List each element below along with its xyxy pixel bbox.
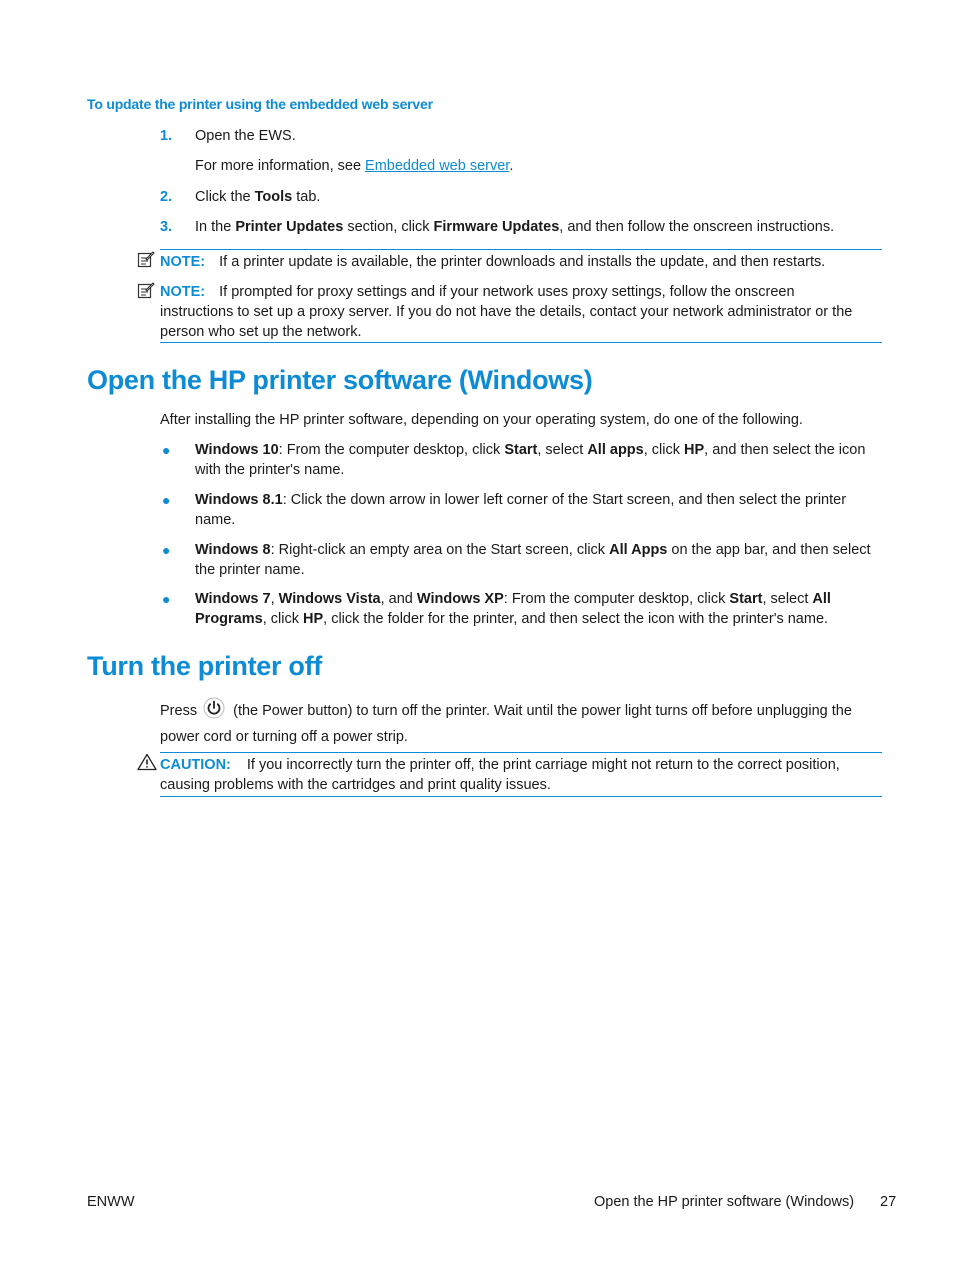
power-icon	[203, 697, 225, 725]
text-run: name.	[195, 512, 236, 528]
bold-term: All Apps	[609, 542, 668, 558]
bullet-item	[195, 589, 895, 629]
text-run: : From the computer desktop, click	[503, 591, 730, 607]
text-run: Press	[160, 703, 202, 719]
text-run: , click	[262, 611, 303, 627]
bold-term: Start	[504, 442, 538, 458]
text-run: , click	[643, 442, 685, 458]
bullet-icon: ●	[162, 591, 171, 607]
intro-paragraph: After installing the HP printer software, depending on your operating system, do one of the following.	[160, 412, 803, 428]
bold-term: Start	[729, 591, 763, 607]
caution-body: If you incorrectly turn the printer off, the print carriage might not return to the correct position,	[246, 757, 840, 773]
section-title-open-software: Open the HP printer software (Windows)	[87, 365, 593, 395]
text-run: on the app bar, and then select	[667, 542, 871, 558]
footer-chapter-title: Open the HP printer software (Windows)	[594, 1194, 855, 1210]
note-text	[160, 252, 825, 272]
step-number: 1.	[160, 128, 173, 144]
bullet-item	[195, 440, 895, 480]
text-run: : Click the down arrow in lower left corner of the Start screen, and then select the printer	[282, 492, 847, 508]
note-text	[160, 282, 900, 342]
text-run: , select	[537, 442, 588, 458]
text-run: : From the computer desktop, click	[278, 442, 505, 458]
text-run: tab.	[292, 189, 321, 205]
text-run: ,	[270, 591, 279, 607]
bullet-icon: ●	[162, 442, 171, 458]
text-run: , click the folder for the printer, and then select the icon with the printer's name.	[323, 611, 829, 627]
note-icon	[137, 250, 155, 268]
caution-text	[160, 755, 900, 795]
more-info-suffix: .	[509, 158, 514, 174]
section-title-turn-off: Turn the printer off	[87, 651, 322, 681]
text-run: power cord or turning off a power strip.	[160, 729, 408, 745]
text-run: In the	[195, 219, 236, 235]
bold-term: Windows 7	[195, 591, 271, 607]
text-run: Click the	[195, 189, 255, 205]
caution-body: causing problems with the cartridges and print quality issues.	[160, 777, 551, 793]
text-run: the printer name.	[195, 562, 305, 578]
text-run: with the printer's name.	[195, 462, 345, 478]
text-run: , and then select the icon	[704, 442, 866, 458]
bold-term: Printer Updates	[235, 219, 344, 235]
caution-label: CAUTION:	[160, 757, 231, 773]
page-number: 27	[880, 1194, 897, 1210]
bold-term: Tools	[254, 189, 293, 205]
note-label: NOTE:	[160, 284, 206, 300]
bold-term: All	[812, 591, 831, 607]
bold-term: HP	[302, 611, 324, 627]
text-run: (the Power button) to turn off the printer. Wait until the power light turns off before unplugging the	[229, 703, 852, 719]
embedded-web-server-link[interactable]: Embedded web server	[365, 158, 510, 174]
bold-term: Windows Vista	[278, 591, 381, 607]
step-text: Open the EWS.	[195, 128, 296, 144]
bold-term: Windows 8	[195, 542, 271, 558]
text-run: : Right-click an empty area on the Start screen, click	[270, 542, 610, 558]
step-number: 2.	[160, 189, 173, 205]
more-info-line	[195, 156, 513, 176]
bold-term: Windows 10	[195, 442, 279, 458]
bold-term: Windows XP	[416, 591, 504, 607]
bold-term: Firmware Updates	[433, 219, 560, 235]
text-run: , select	[762, 591, 813, 607]
caution-divider	[160, 796, 882, 797]
text-run: , and	[380, 591, 417, 607]
step-text	[195, 187, 320, 207]
bullet-icon: ●	[162, 542, 171, 558]
text-run: , and then follow the onscreen instructions.	[559, 219, 835, 235]
subsection-heading: To update the printer using the embedded web server	[87, 96, 433, 112]
step-number: 3.	[160, 219, 173, 235]
note-divider	[160, 249, 882, 250]
note-body: instructions to set up a proxy server. If you do not have the details, contact your network administrator or the	[160, 304, 853, 320]
note-body: If a printer update is available, the printer downloads and installs the update, and then restarts.	[219, 254, 826, 270]
warning-triangle-icon	[137, 753, 157, 771]
bullet-icon: ●	[162, 492, 171, 508]
caution-divider	[160, 752, 882, 753]
bold-term: Programs	[195, 611, 263, 627]
footer-left: ENWW	[87, 1194, 135, 1210]
bold-term: Windows 8.1	[195, 492, 283, 508]
more-info-prefix: For more information, see	[195, 158, 366, 174]
power-instructions	[160, 697, 900, 747]
note-divider	[160, 342, 882, 343]
text-run: section, click	[343, 219, 434, 235]
note-label: NOTE:	[160, 254, 206, 270]
note-body: If prompted for proxy settings and if your network uses proxy settings, follow the onscreen	[219, 284, 795, 300]
bold-term: HP	[684, 442, 705, 458]
bullet-item	[195, 490, 895, 530]
step-text	[195, 217, 834, 237]
note-body: person who set up the network.	[160, 324, 362, 340]
bullet-item	[195, 540, 895, 580]
bold-term: All apps	[587, 442, 644, 458]
note-icon	[137, 281, 155, 299]
